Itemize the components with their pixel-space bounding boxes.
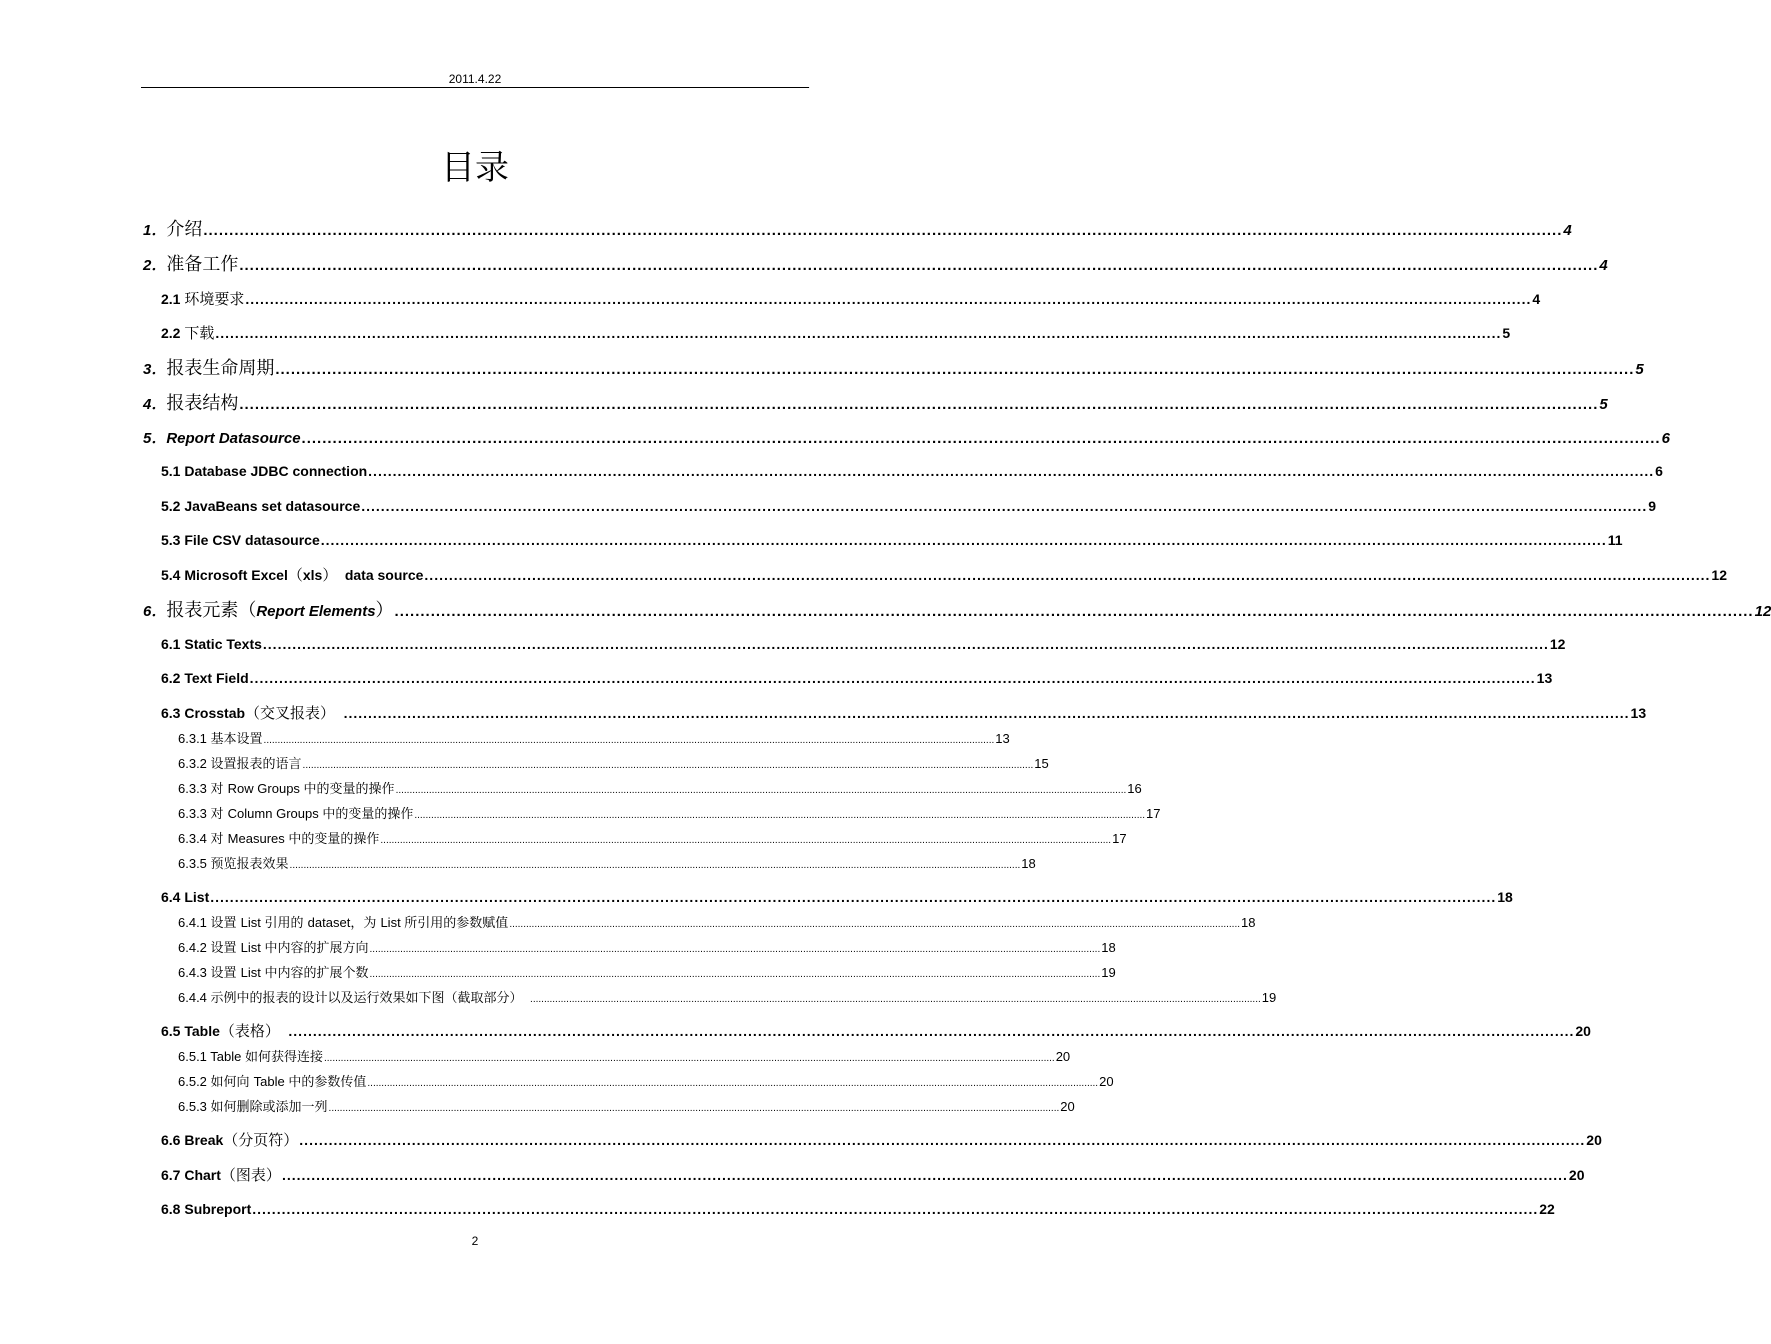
page-header-date: 2011.4.22 <box>448 72 502 86</box>
toc-leader-dots: ....................................................................................................................................................................................................................................................................... <box>249 670 1536 686</box>
toc-entry-label-part: ） <box>375 600 394 621</box>
toc-entry[interactable] <box>178 1047 1071 1067</box>
toc-page-number: 20 <box>1575 1023 1591 1039</box>
toc-entry-label-part: data source <box>344 567 424 583</box>
toc-entry-label-part: 6.3.3 <box>178 781 211 796</box>
toc-entry[interactable] <box>161 1164 1585 1186</box>
toc-leader-dots: ....................................................................................................................................................................................................................................................................... <box>380 835 1112 846</box>
toc-entry-label-part: 对 <box>210 832 228 847</box>
toc-entry[interactable] <box>161 322 1511 344</box>
toc-leader-dots: ....................................................................................................................................................................................................................................................................... <box>289 860 1021 871</box>
toc-entry-label-part: 6.4.1 <box>178 915 211 930</box>
toc-entry-label <box>178 1047 323 1068</box>
toc-page-number: 19 <box>1261 990 1277 1005</box>
toc-entry[interactable] <box>178 1097 1075 1117</box>
toc-leader-dots: ....................................................................................................................................................................................................................................................................... <box>361 498 1648 514</box>
toc-entry-label-part: 报表结构 <box>166 393 239 414</box>
toc-entry-label <box>178 988 529 1009</box>
toc-entry[interactable] <box>178 729 1010 749</box>
toc-entry[interactable] <box>178 779 1142 799</box>
toc-page-number: 11 <box>1607 532 1623 548</box>
toc-entry-label-part: 6.5.3 <box>178 1099 211 1114</box>
toc-entry-label-part: 如何删除或添加一列 <box>210 1100 328 1115</box>
toc-leader-dots: ....................................................................................................................................................................................................................................................................... <box>394 603 1754 620</box>
toc-entry-label-part: 设置 <box>210 941 241 956</box>
toc-entry[interactable] <box>161 529 1623 551</box>
toc-leader-dots: ....................................................................................................................................................................................................................................................................... <box>328 1103 1060 1114</box>
toc-entry-label-part: 设置 <box>210 966 241 981</box>
toc-leader-dots: ....................................................................................................................................................................................................................................................................... <box>324 1053 1055 1064</box>
toc-entry-label-part: 对 <box>210 807 228 822</box>
toc-entry-label <box>178 804 413 825</box>
toc-page-number: 5 <box>1502 325 1511 341</box>
toc-page-number: 15 <box>1034 756 1049 771</box>
toc-entry[interactable] <box>161 1020 1591 1042</box>
toc-entry-label-part: 6.3 Crosstab <box>161 705 246 721</box>
toc-entry-label-part: dataset <box>307 915 351 930</box>
toc-entry-label-part: 预览报表效果 <box>210 857 289 872</box>
toc-entry[interactable] <box>161 495 1657 517</box>
toc-entry-label <box>143 216 202 244</box>
toc-page-number: 12 <box>1754 603 1771 620</box>
toc-leader-dots: ....................................................................................................................................................................................................................................................................... <box>368 463 1655 479</box>
toc-entry[interactable] <box>178 754 1049 774</box>
toc-entry[interactable] <box>178 854 1036 874</box>
page-number: 2 <box>471 1234 479 1248</box>
toc-page-number: 12 <box>1549 636 1566 652</box>
toc-entry-label-part: 对 <box>210 782 228 797</box>
toc-entry-label-part: ） <box>322 566 345 584</box>
toc-leader-dots: ....................................................................................................................................................................................................................................................................... <box>424 567 1711 583</box>
toc-entry-label-part: 引用的 <box>264 916 308 931</box>
toc-entry-label-part: 中内容的扩展个数 <box>264 966 369 981</box>
toc-entry-label <box>178 779 395 800</box>
toc-entry-label-part: 5.2 JavaBeans set datasource <box>161 498 361 514</box>
toc-entry-label-part: Table <box>253 1074 289 1089</box>
toc-entry-label-part: 示例中的报表的设计以及运行效果如下图（截取部分） <box>210 991 530 1006</box>
toc-entry-label-part: 6.2 Text Field <box>161 670 249 686</box>
toc-entry-label-part: 3． <box>143 361 167 378</box>
toc-entry[interactable] <box>178 913 1256 933</box>
toc-entry-label <box>143 355 274 383</box>
toc-page-number: 22 <box>1539 1201 1555 1217</box>
toc-page-number: 18 <box>1021 856 1036 871</box>
toc-entry-label-part: 设置 <box>210 916 241 931</box>
toc-entry[interactable] <box>161 702 1647 724</box>
toc-entry-label-part: 5． <box>143 430 167 447</box>
toc-page-number: 6 <box>1661 430 1670 447</box>
toc-entry-label <box>143 251 238 279</box>
toc-entry[interactable] <box>143 424 1670 450</box>
toc-entry-label-part: 6.4.3 <box>178 965 211 980</box>
toc-entry-label <box>161 1198 251 1220</box>
toc-page-number: 18 <box>1241 915 1256 930</box>
toc-entry-label <box>178 963 369 984</box>
toc-page-number: 18 <box>1101 940 1116 955</box>
toc-entry-label-part: 6.4 List <box>161 889 210 905</box>
toc-entry-label-part: 报表元素（ <box>166 600 257 621</box>
header-rule <box>141 87 809 88</box>
toc-entry-label <box>161 322 214 344</box>
toc-entry-label-part: 设置报表的语言 <box>210 757 302 772</box>
toc-leader-dots: ....................................................................................................................................................................................................................................................................... <box>239 396 1599 413</box>
toc-entry-label-part: xls <box>302 567 323 583</box>
toc-entry-label-part: Measures <box>227 831 289 846</box>
toc-entry-label-part: 5.4 Microsoft Excel <box>161 567 288 583</box>
toc-leader-dots: ....................................................................................................................................................................................................................................................................... <box>210 889 1497 905</box>
toc-leader-dots: ....................................................................................................................................................................................................................................................................... <box>239 257 1599 274</box>
toc-entry-label <box>161 1164 281 1186</box>
toc-entry-label <box>161 1020 287 1042</box>
toc-entry-label-part: 报表生命周期 <box>166 358 275 379</box>
toc-page-number: 20 <box>1099 1074 1114 1089</box>
toc-entry-label <box>178 829 379 850</box>
toc-entry[interactable] <box>178 829 1127 849</box>
toc-entry-label-part: 6.5.1 Table <box>178 1049 245 1064</box>
toc-entry-label-part: 1． <box>143 222 167 239</box>
toc-entry[interactable] <box>143 597 1771 623</box>
toc-entry-label <box>161 702 343 724</box>
toc-entry[interactable] <box>178 804 1161 824</box>
toc-entry-label-part: 6.5.2 <box>178 1074 211 1089</box>
toc-entry-label <box>161 529 320 551</box>
toc-page-number: 13 <box>1536 670 1553 686</box>
toc-page-number: 13 <box>995 731 1010 746</box>
toc-entry-label-part: List <box>240 915 265 930</box>
toc-page-number: 9 <box>1648 498 1657 514</box>
toc-entry-label <box>161 633 262 655</box>
toc-entry-label-part: Column Groups <box>227 806 323 821</box>
toc-leader-dots: ....................................................................................................................................................................................................................................................................... <box>302 760 1034 771</box>
toc-entry-label <box>161 460 367 482</box>
toc-entry-label-part: 中的变量的操作 <box>303 782 395 797</box>
toc-entry[interactable] <box>161 633 1566 655</box>
toc-page-number: 4 <box>1532 291 1541 307</box>
toc-entry[interactable] <box>178 1072 1114 1092</box>
toc-leader-dots: ....................................................................................................................................................................................................................................................................... <box>252 1201 1539 1217</box>
toc-entry-label-part: 介绍 <box>166 219 203 240</box>
toc-entry-label <box>143 390 238 418</box>
toc-entry-label-part: 6.5 Table <box>161 1023 220 1039</box>
toc-entry-label-part: 6.6 Break <box>161 1132 224 1148</box>
toc-page-number: 5 <box>1599 396 1608 413</box>
toc-entry-label <box>161 1129 298 1151</box>
toc-entry-label <box>178 1072 366 1093</box>
toc-leader-dots: ....................................................................................................................................................................................................................................................................... <box>281 1167 1568 1183</box>
toc-entry[interactable] <box>161 1129 1602 1151</box>
toc-entry[interactable] <box>161 460 1663 482</box>
header-mark: . <box>808 84 810 90</box>
toc-leader-dots: ....................................................................................................................................................................................................................................................................... <box>530 994 1261 1005</box>
toc-leader-dots: ....................................................................................................................................................................................................................................................................... <box>203 222 1563 239</box>
toc-leader-dots: ....................................................................................................................................................................................................................................................................... <box>395 785 1127 796</box>
toc-entry-label-part: 中的变量的操作 <box>322 807 414 822</box>
toc-page-number: 5 <box>1635 361 1644 378</box>
toc-leader-dots: ....................................................................................................................................................................................................................................................................... <box>320 532 1607 548</box>
toc-entry[interactable] <box>161 667 1553 689</box>
toc-entry-label-part: List <box>240 965 265 980</box>
toc-page-number: 20 <box>1586 1132 1602 1148</box>
toc-page-number: 20 <box>1568 1167 1585 1183</box>
toc-entry-label <box>178 729 263 750</box>
toc-entry-label-part: 6． <box>143 603 167 620</box>
toc-entry-label <box>178 913 508 934</box>
toc-entry-label-part: Row Groups <box>227 781 304 796</box>
toc-entry-label-part: 下载 <box>184 324 215 342</box>
toc-entry-label-part: （图表） <box>220 1166 281 1184</box>
toc-entry-label-part: 6.4.4 <box>178 990 211 1005</box>
toc-page-number: 6 <box>1655 463 1663 479</box>
toc-page-number: 12 <box>1711 567 1727 583</box>
toc-entry[interactable] <box>143 216 1572 242</box>
toc-leader-dots: ....................................................................................................................................................................................................................................................................... <box>245 291 1532 307</box>
toc-leader-dots: ....................................................................................................................................................................................................................................................................... <box>275 361 1635 378</box>
toc-entry-label-part: Report Datasource <box>166 430 301 447</box>
toc-entry-label-part: 6.4.2 <box>178 940 211 955</box>
toc-entry[interactable] <box>161 886 1513 908</box>
toc-entry-label <box>161 564 423 586</box>
toc-entry[interactable] <box>178 963 1116 983</box>
toc-entry-label-part: 如何获得连接 <box>244 1050 323 1065</box>
toc-entry-label-part: 中的参数传值 <box>288 1075 367 1090</box>
toc-entry-label-part: 准备工作 <box>166 254 239 275</box>
toc-entry[interactable] <box>161 1198 1555 1220</box>
toc-entry-label <box>161 495 360 517</box>
toc-entry-label <box>161 886 209 908</box>
toc-entry-label-part: 5.1 Database JDBC connection <box>161 463 368 479</box>
toc-entry-label-part: 如何向 <box>210 1075 254 1090</box>
toc-entry-label-part: List <box>380 915 405 930</box>
toc-title: 目录 <box>441 148 509 188</box>
toc-leader-dots: ....................................................................................................................................................................................................................................................................... <box>215 325 1502 341</box>
toc-entry-label-part: 所引用的参数赋值 <box>404 916 509 931</box>
toc-entry-label-part: 6.3.5 <box>178 856 211 871</box>
toc-entry-label-part: 中内容的扩展方向 <box>264 941 369 956</box>
toc-page-number: 20 <box>1055 1049 1071 1064</box>
toc-entry-label <box>143 597 394 625</box>
toc-page-number: 20 <box>1060 1099 1075 1114</box>
toc-page-number: 13 <box>1630 705 1647 721</box>
toc-entry-label-part: 6.8 Subreport <box>161 1201 252 1217</box>
toc-page-number: 4 <box>1563 222 1572 239</box>
toc-entry-label <box>178 854 289 875</box>
toc-leader-dots: ....................................................................................................................................................................................................................................................................... <box>343 705 1630 721</box>
toc-entry[interactable] <box>161 288 1541 310</box>
toc-leader-dots: ....................................................................................................................................................................................................................................................................... <box>262 636 1549 652</box>
toc-entry-label-part: 5.3 File CSV datasource <box>161 532 320 548</box>
toc-leader-dots: ....................................................................................................................................................................................................................................................................... <box>369 944 1101 955</box>
toc-entry-label-part: ，为 <box>350 916 381 931</box>
toc-page-number: 17 <box>1112 831 1127 846</box>
toc-entry-label-part: （ <box>287 566 303 584</box>
toc-entry-label-part: 6.7 Chart <box>161 1167 221 1183</box>
toc-page-number: 19 <box>1101 965 1116 980</box>
toc-entry-label-part: 6.3.2 <box>178 756 211 771</box>
toc-leader-dots: ....................................................................................................................................................................................................................................................................... <box>369 969 1101 980</box>
toc-entry[interactable] <box>143 251 1608 277</box>
toc-entry-label-part: 6.3.3 <box>178 806 211 821</box>
toc-entry-label-part: （交叉报表） <box>245 704 343 722</box>
toc-leader-dots: ....................................................................................................................................................................................................................................................................... <box>299 1132 1586 1148</box>
toc-page-number: 18 <box>1497 889 1513 905</box>
toc-page-number: 17 <box>1146 806 1161 821</box>
toc-page-number: 4 <box>1599 257 1608 274</box>
toc-leader-dots: ....................................................................................................................................................................................................................................................................... <box>263 735 995 746</box>
toc-entry[interactable] <box>143 390 1608 416</box>
toc-entry-label-part: （分页符） <box>223 1131 299 1149</box>
toc-entry-label-part: （表格） <box>219 1022 288 1040</box>
toc-entry-label <box>161 288 244 310</box>
toc-entry-label <box>178 754 302 775</box>
toc-leader-dots: ....................................................................................................................................................................................................................................................................... <box>509 919 1241 930</box>
toc-entry-label-part: Report Elements <box>256 603 376 620</box>
toc-entry-label-part: List <box>240 940 265 955</box>
toc-entry-label <box>161 667 249 689</box>
toc-entry-label <box>143 424 301 452</box>
toc-leader-dots: ....................................................................................................................................................................................................................................................................... <box>367 1078 1099 1089</box>
toc-entry-label-part: 6.3.4 <box>178 831 211 846</box>
toc-entry[interactable] <box>178 938 1116 958</box>
toc-entry-label-part: 2.2 <box>161 325 185 341</box>
toc-entry-label <box>178 1097 328 1118</box>
toc-entry-label <box>178 938 369 959</box>
toc-entry-label-part: 6.1 Static Texts <box>161 636 262 652</box>
toc-entry-label-part: 中的变量的操作 <box>288 832 380 847</box>
toc-entry[interactable] <box>143 355 1644 381</box>
toc-leader-dots: ....................................................................................................................................................................................................................................................................... <box>301 430 1661 447</box>
toc-entry-label-part: 环境要求 <box>184 290 245 308</box>
toc-leader-dots: ....................................................................................................................................................................................................................................................................... <box>288 1023 1575 1039</box>
toc-entry-label-part: 2． <box>143 257 167 274</box>
toc-entry-label-part: 4． <box>143 396 167 413</box>
toc-entry-label-part: 2.1 <box>161 291 185 307</box>
toc-entry-label-part: 6.3.1 <box>178 731 211 746</box>
toc-entry[interactable] <box>161 564 1727 586</box>
toc-page-number: 16 <box>1127 781 1142 796</box>
toc-entry[interactable] <box>178 988 1277 1008</box>
toc-entry-label-part: 基本设置 <box>210 732 263 747</box>
toc-leader-dots: ....................................................................................................................................................................................................................................................................... <box>414 810 1146 821</box>
